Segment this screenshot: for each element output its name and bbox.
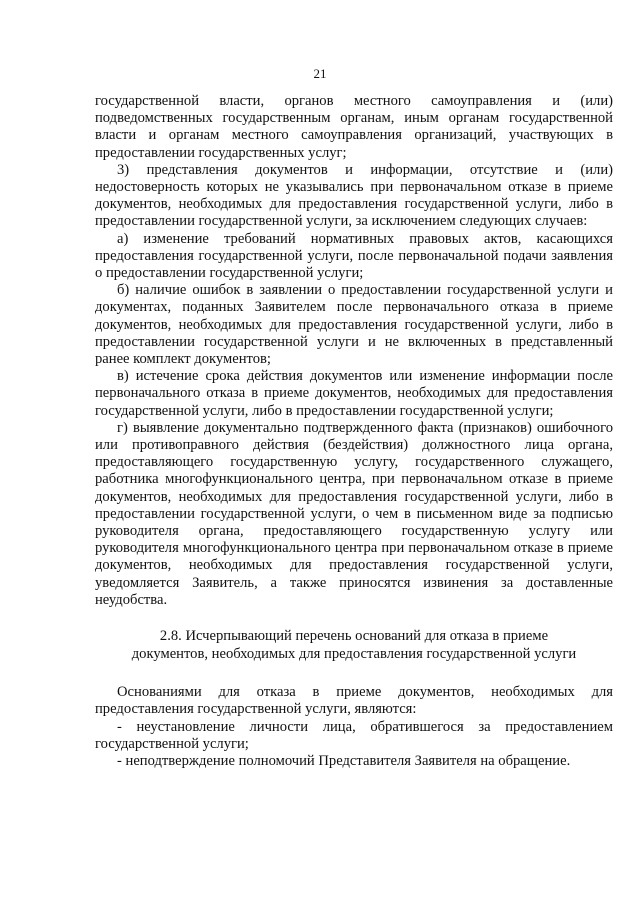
section-heading xyxy=(95,627,613,663)
section-heading-line-1: 2.8. Исчерпывающий перечень оснований для отказа в приеме xyxy=(159,628,549,645)
paragraph-subitem-b: б) наличие ошибок в заявлении о предоставлении государственной услуги и документах, поданных Заявителем после первоначального отказа в приеме документов, необходимых для предоставления государственной услуги, либо в предоставлении государственной услуги и не включенных в представленный ранее комплект документов; xyxy=(95,282,613,368)
page-number: 21 xyxy=(313,66,327,81)
paragraph-subitem-a: а) изменение требований нормативных правовых актов, касающихся предоставления государственной услуги, после первоначальной подачи заявления о предоставлении государственной услуги; xyxy=(95,230,613,282)
paragraph-grounds-intro: Основаниями для отказа в приеме документов, необходимых для предоставления государственной услуги, являются: xyxy=(95,684,613,718)
paragraph-subitem-v: в) истечение срока действия документов или изменение информации после первоначального отказа в приеме документов, необходимых для предоставления государственной услуги, либо в предоставлении государственной услуги; xyxy=(95,368,613,419)
document-body xyxy=(95,93,613,770)
paragraph-ground-2: - неподтверждение полномочий Представителя Заявителя на обращение. xyxy=(117,752,571,769)
section-heading-line-2: документов, необходимых для предоставления государственной услуги xyxy=(131,646,577,663)
paragraph-item-3: 3) представления документов и информации, отсутствие и (или) недостоверность которых не указывались при первоначальном отказе в приеме документов, необходимых для предоставления государственной услуги, либо в предоставлении государственной услуги, за исключением следующих случаев: xyxy=(95,161,613,230)
paragraph-continuation: государственной власти, органов местного самоуправления и (или) подведомственных государственным органам, иным органам государственной власти и органам местного самоуправления организаций, участвующих в предоставлении государственных услуг; xyxy=(95,93,613,161)
paragraph-subitem-g: г) выявление документально подтвержденного факта (признаков) ошибочного или противоправного действия (бездействия) должностного лица органа, предоставляющего государственную услугу, государственного служащего, работника многофункционального центра, при первоначальном отказе в приеме документов, необходимых для предоставления государственной услуги, либо в предоставлении государственной услуги, о чем в письменном виде за подписью руководителя органа, предоставляющего государственную услугу или руководителя многофункционального центра при первоначальном отказе в приеме документов, необходимых для предоставления государственной услуги, уведомляется Заявитель, а также приносятся извинения за доставленные неудобства. xyxy=(95,419,613,608)
paragraph-ground-1: - неустановление личности лица, обратившегося за предоставлением государственной услуги; xyxy=(95,718,613,752)
